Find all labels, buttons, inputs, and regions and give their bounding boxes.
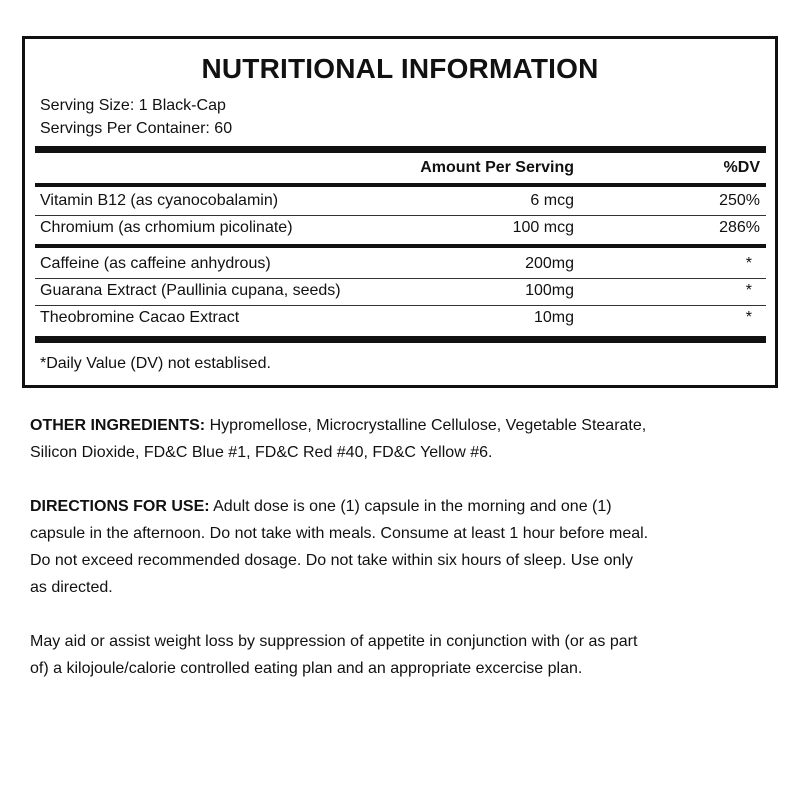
ingredient-dv: *: [745, 255, 752, 272]
ingredient-amount: 200mg: [525, 255, 574, 272]
dv-footnote: *Daily Value (DV) not establised.: [40, 355, 271, 372]
other-ingredients: [30, 412, 770, 466]
nutrient-amount: 6 mcg: [530, 192, 574, 209]
ingredient-dv: *: [745, 309, 752, 326]
nutrient-name: Vitamin B12 (as cyanocobalamin): [40, 192, 279, 209]
nutrition-panel: [22, 36, 778, 388]
ingredient-amount: 100mg: [525, 282, 574, 299]
directions-text: Adult dose is one (1) capsule in the morning and one (1): [209, 498, 612, 515]
amount-per-serving-header: Amount Per Serving: [420, 159, 574, 176]
nutrient-name: Chromium (as crhomium picolinate): [40, 219, 293, 236]
ingredient-name: Caffeine (as caffeine anhydrous): [40, 255, 271, 272]
table-row: [40, 309, 760, 333]
claim-line: May aid or assist weight loss by suppression of appetite in conjunction with (or as part: [30, 633, 638, 650]
nutrient-dv: 286%: [719, 219, 760, 236]
group-divider: [35, 244, 766, 248]
table-row: [40, 255, 760, 279]
directions-line: as directed.: [30, 579, 113, 596]
table-row: [40, 282, 760, 306]
servings-per-container: Servings Per Container: 60: [40, 120, 233, 137]
other-ingredients-text: Hypromellose, Microcrystalline Cellulose, Vegetable Stearate,: [205, 417, 647, 434]
panel-title: NUTRITIONAL INFORMATION: [201, 53, 599, 84]
dv-header: %DV: [723, 159, 760, 176]
table-row: [40, 192, 760, 216]
row-divider: [35, 305, 766, 306]
directions-label: DIRECTIONS FOR USE:: [30, 498, 210, 515]
directions-for-use: [30, 493, 770, 601]
directions-line: [30, 493, 770, 520]
nutrient-amount: 100 mcg: [512, 219, 574, 236]
ingredient-name: Theobromine Cacao Extract: [40, 309, 240, 326]
weight-loss-claim: [30, 628, 770, 682]
row-divider: [35, 278, 766, 279]
thick-divider: [35, 146, 766, 153]
table-row: [40, 219, 760, 243]
directions-line: capsule in the afternoon. Do not take with meals. Consume at least 1 hour before meal.: [30, 525, 649, 542]
row-divider: [35, 215, 766, 216]
ingredient-amount: 10mg: [533, 309, 574, 326]
claim-line: of) a kilojoule/calorie controlled eating plan and an appropriate excercise plan.: [30, 660, 583, 677]
directions-line: Do not exceed recommended dosage. Do not take within six hours of sleep. Use only: [30, 552, 633, 569]
other-ingredients-label: OTHER INGREDIENTS:: [30, 417, 206, 434]
header-divider: [35, 183, 766, 187]
nutrient-dv: 250%: [719, 192, 760, 209]
other-ingredients-line: Silicon Dioxide, FD&C Blue #1, FD&C Red #40, FD&C Yellow #6.: [30, 444, 493, 461]
serving-size: Serving Size: 1 Black-Cap: [40, 97, 226, 114]
ingredient-name: Guarana Extract (Paullinia cupana, seeds): [40, 282, 341, 299]
ingredient-dv: *: [745, 282, 752, 299]
thick-divider: [35, 336, 766, 343]
table-header-row: [40, 159, 760, 183]
other-ingredients-line: [30, 412, 770, 439]
